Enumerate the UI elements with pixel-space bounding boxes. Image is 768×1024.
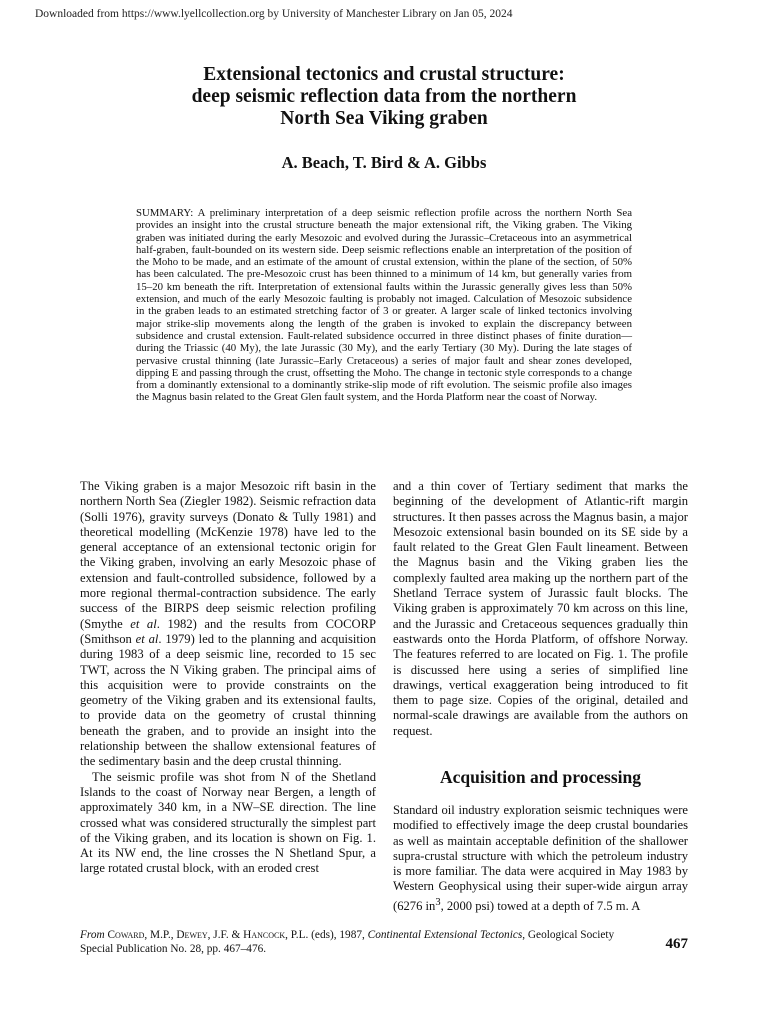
download-note: Downloaded from https://www.lyellcollection.org by University of Manchester Library on Jan 05, 2024 (35, 8, 513, 20)
body-paragraph: and a thin cover of Tertiary sediment that marks the beginning of the development of Atlantic-rift margin structures. It then passes across the Magnus basin, a major Mesozoic extensional basin bounded on its SE side by a fault related to the Great Glen Fault lineament. Between the Magnus basin and the Viking graben lies the complexly faulted area making up the northern part of the Shetland Terrace system of Jurassic fault blocks. The Viking graben is approximately 70 km across on this line, and the Jurassic and Cretaceous sequences gradually thin eastwards onto the Horda Platform, of offshore Norway. The features referred to are located on Fig. 1. The profile is discussed here using a series of simplified line drawings, vertical exaggeration being introduced to fit them to page size. Copies of the original, detailed and normal-scale drawings are available from the authors on request. (393, 479, 688, 738)
summary-abstract: SUMMARY: A preliminary interpretation of a deep seismic reflection profile across the northern North Sea provides an insight into the crustal structure beneath the major extensional rift, the Viking graben. The Viking graben was initiated during the early Mesozoic and evolved during the Jurassic–Cretaceous into an asymmetrical half-graben, fault-bounded on its western side. Deep seismic reflections enable an interpretation of the position of the Moho to be made, and an estimate of the amount of crustal extension, within the plane of the section, of 50% has been calculated. The pre-Mesozoic crust has been thinned to a minimum of 14 km, but generally varies from 15–20 km beneath the rift. Interpretation of extensional faults within the Jurassic generally gives less than 50% extension, and much of the early Mesozoic faulting is probably not imaged. Calculation of Mesozoic subsidence in the graben leads to an estimated stretching factor of 3 or greater. A larger scale of linked tectonics involving major strike-slip movements along the length of the graben is invoked to explain the discrepancy between subsidence and crustal extension. Fault-related subsidence occurred in three distinct phases of finite duration—during the Triassic (40 My), the late Jurassic (30 My), and the early Tertiary (30 My). During the late stages of pervasive crustal thinning (late Jurassic–Early Cretaceous) a series of major fault and shear zones developed, dipping E and passing through the crust, offsetting the Moho. The change in tectonic style corresponds to a change from a dominantly extensional to a dominantly strike-slip mode of rift evolution. The seismic profile also images the Magnus basin related to the Great Glen fault system, and the Horda Platform near the coast of Norway. (136, 207, 632, 404)
body-paragraph: Standard oil industry exploration seismic techniques were modified to effectively image the deep crustal boundaries as well as maintain acceptable definition of the shallower supra-crustal structure with which the petroleum industry is more familiar. The data were acquired in May 1983 by Western Geophysical using their super-wide airgun array (6276 $in^3$, 2000 psi) towed at a depth of 7.5 m. A (393, 803, 688, 913)
author-list: A. Beach, T. Bird & A. Gibbs (281, 153, 487, 172)
section-heading: Acquisition and processing (440, 767, 641, 787)
body-paragraph: The seismic profile was shot from N of the Shetland Islands to the coast of Norway near Bergen, a length of approximately 340 km, in a NW–SE direction. The line crossed what was considered structurally the simplest part of the Viking graben, and its location is shown on Fig. 1. At its NW end, the line crosses the N Shetland Spur, a large rotated crustal block, with an eroded crest (80, 769, 376, 876)
citation-footer: From Coward, M.P., Dewey, J.F. & Hancock, P.L. (eds), 1987, Continental Extensional Tectonics, Geological Society Special Publication No. 28, pp. 467–476. (80, 929, 615, 955)
body-paragraph: The Viking graben is a major Mesozoic rift basin in the northern North Sea (Ziegler 1982). Seismic refraction data (Solli 1976), gravity surveys (Donato & Tully 1981) and theoretical modelling (McKenzie 1978) have led to the general acceptance of an extensional tectonic origin for the Viking graben, involving an early Mesozoic phase of extension and fault-controlled subsidence, followed by a more regional thermal-contraction subsidence. The early success of the BIRPS deep seismic relection profiling (Smythe et al. 1982) and the results from COCORP (Smithson et al. 1979) led to the planning and acquisition during 1983 of a deep seismic line, recorded to 15 sec TWT, across the N Viking graben. The principal aims of this acquisition were to provide constraints on the geometry of the Viking graben and its extensional faults, to provide data on the geometry of crustal thinning beneath the graben, and to provide an insight into the relationship between the shallow extensional features of the sedimentary basin and the deep crustal thinning. (80, 479, 376, 769)
title-line: deep seismic reflection data from the northern (191, 86, 577, 107)
title-line: North Sea Viking graben (280, 108, 488, 129)
article-title (0, 64, 768, 130)
left-column (80, 479, 376, 877)
page-number: 467 (665, 936, 688, 952)
right-column (393, 479, 688, 739)
title-line: Extensional tectonics and crustal structure: (203, 64, 565, 85)
right-column-continued (393, 803, 688, 914)
